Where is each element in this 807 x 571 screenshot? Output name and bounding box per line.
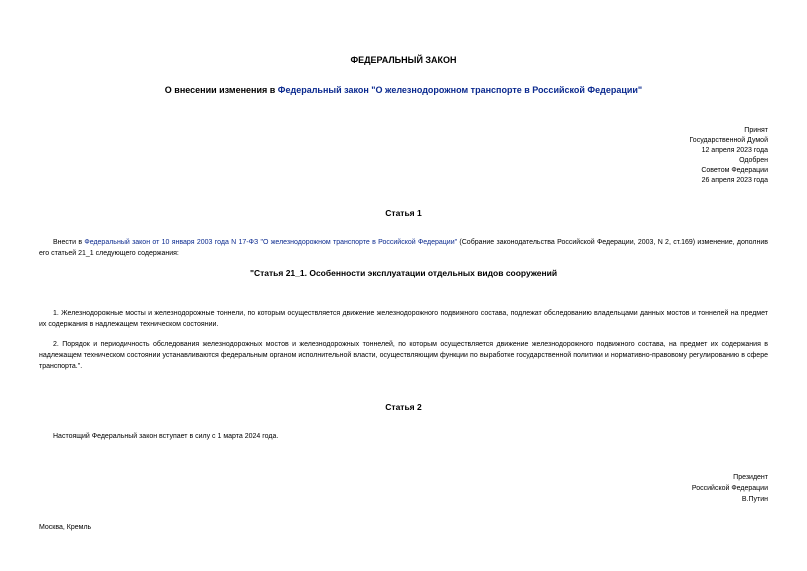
approved-label: Одобрен bbox=[739, 157, 768, 164]
article-point-1 bbox=[39, 308, 768, 330]
signing-place: Москва, Кремль bbox=[39, 524, 92, 531]
law-subtitle-prefix: О внесении изменения в bbox=[164, 85, 278, 95]
article-point-2-text: 2. Порядок и периодичность обследования железнодорожных мостов и железнодорожных тоннелей, по которым осуществляется движение железнодорожного подвижного состава, на предмет их содержания в надлежащем техническом состоянии устанавливаются федеральным органом исполнительной власти, осуществляющим функции по выработке государственной политики и нормативно-правовому регулированию в сфере транспорта.". bbox=[39, 341, 768, 370]
approved-date: 26 апреля 2023 года bbox=[701, 177, 768, 184]
adopted-by: Государственной Думой bbox=[689, 137, 768, 144]
base-law-link[interactable]: Федеральный закон от 10 января 2003 года N 17-ФЗ "О железнодорожном транспорте в Российской Федерации" bbox=[84, 239, 458, 246]
article-point-1-text: 1. Железнодорожные мосты и железнодорожные тоннели, по которым осуществляется движение железнодорожного подвижного состава, подлежат обследованию владельцами данных мостов и тоннелей на предмет их содержания в надлежащем техническом состоянии. bbox=[39, 310, 768, 328]
article-2-text bbox=[39, 431, 768, 442]
signature-title: Президент bbox=[733, 474, 768, 481]
signature-name: В.Путин bbox=[741, 496, 768, 503]
signature-block bbox=[692, 472, 768, 505]
law-title: ФЕДЕРАЛЬНЫЙ ЗАКОН bbox=[350, 55, 457, 65]
article-1-intro-suffix: (Собрание законодательства Российской Федерации, 2003, N 2, ст.169) изменение, дополнив его статьей 21_1 следующего содержания: bbox=[39, 239, 769, 257]
amended-law-link[interactable]: Федеральный закон "О железнодорожном транспорте в Российской Федерации" bbox=[277, 85, 643, 95]
article-1-intro-prefix: Внести в bbox=[53, 239, 85, 246]
approved-by: Советом Федерации bbox=[701, 167, 768, 174]
new-article-heading: "Статья 21_1. Особенности эксплуатации отдельных видов сооружений bbox=[249, 268, 558, 278]
adoption-block bbox=[689, 126, 768, 186]
signature-country: Российской Федерации bbox=[691, 485, 768, 492]
article-1-heading: Статья 1 bbox=[385, 208, 422, 218]
article-point-2 bbox=[39, 339, 768, 372]
adopted-date: 12 апреля 2023 года bbox=[701, 147, 768, 154]
article-1-intro bbox=[39, 237, 768, 259]
article-2-heading: Статья 2 bbox=[385, 402, 422, 412]
law-subtitle bbox=[0, 85, 807, 95]
adopted-label: Принят bbox=[744, 127, 768, 134]
article-2-body: Настоящий Федеральный закон вступает в силу с 1 марта 2024 года. bbox=[53, 433, 279, 440]
